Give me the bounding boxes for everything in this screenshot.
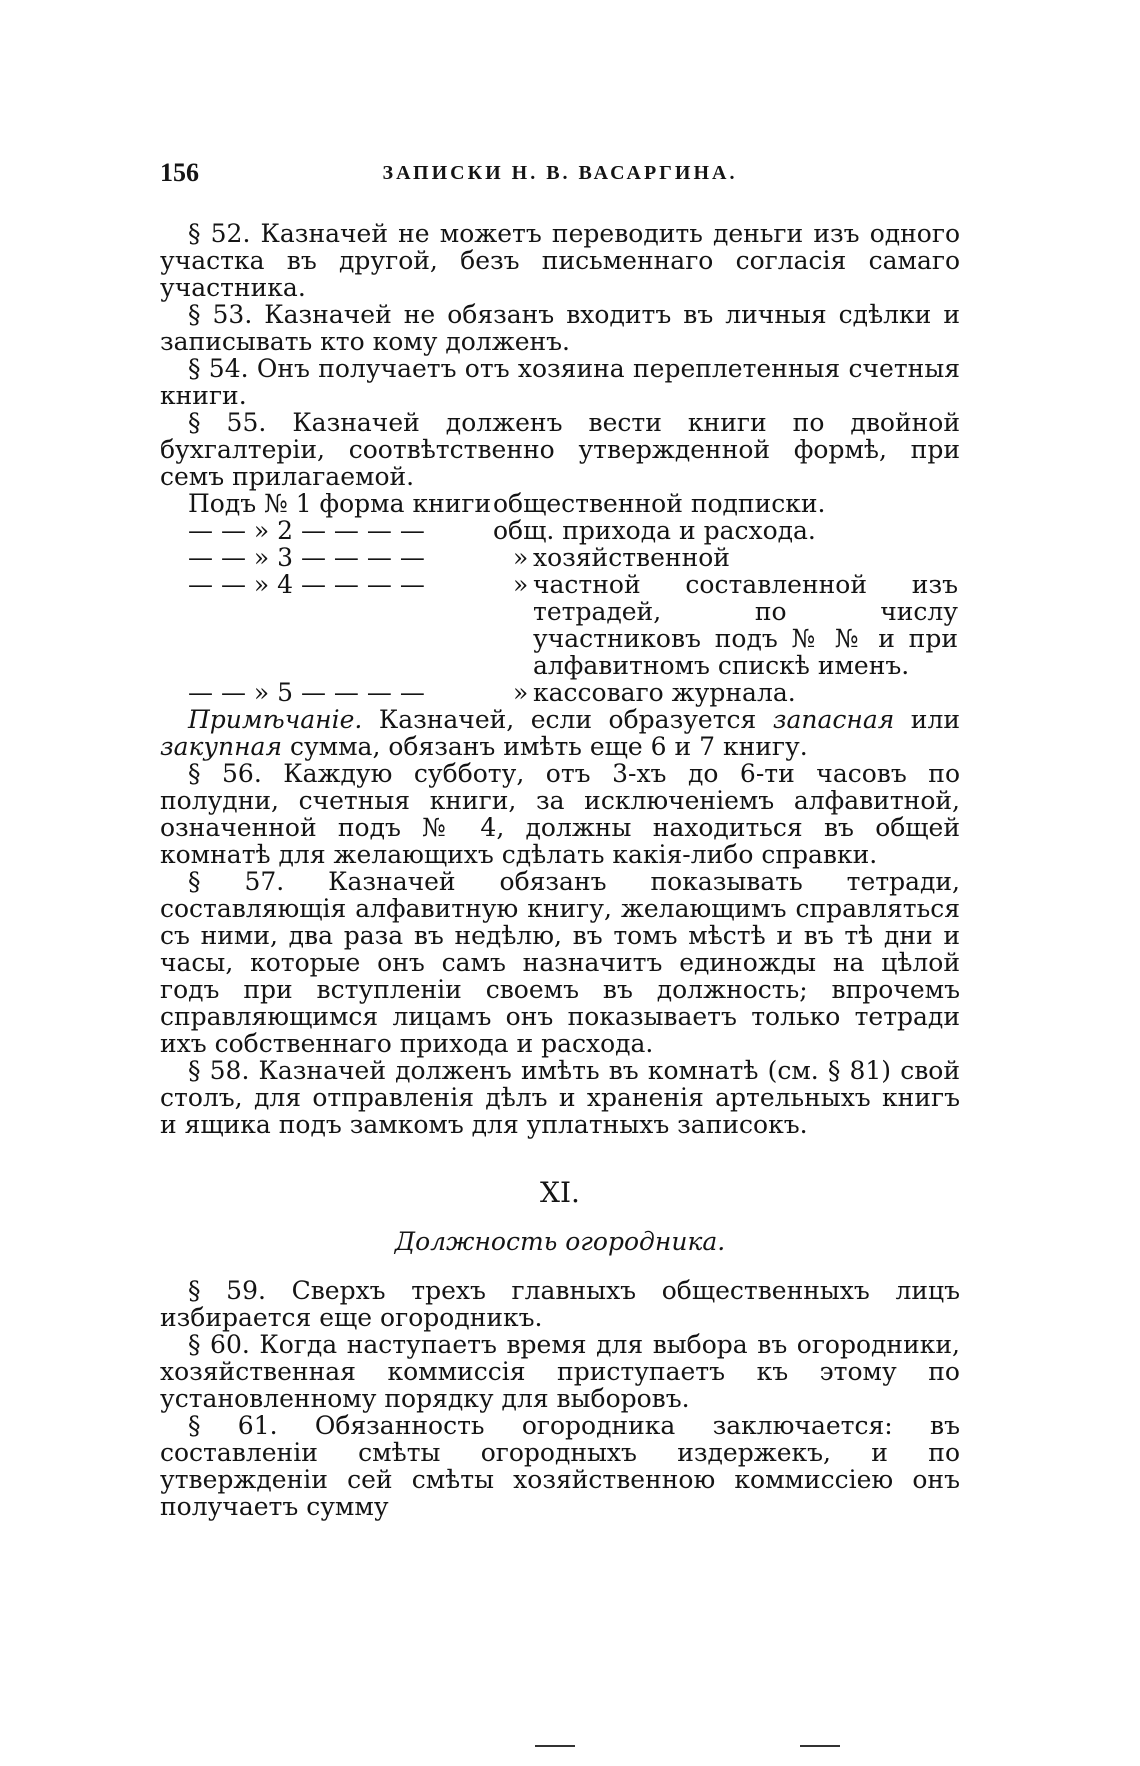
form-row-4 <box>188 571 958 598</box>
form-row-desc: общественной подписки. <box>493 489 826 518</box>
paragraph-55: § 55. Казначей долженъ вести книги по двойной бухгалтеріи, соотвѣтственно утвержденной формѣ, при семъ прилагаемой. <box>160 408 960 491</box>
note-term: запасная <box>772 705 895 734</box>
page-body <box>160 220 960 1520</box>
ditto-mark: » <box>513 570 529 599</box>
note-label: Примѣчаніе. <box>188 705 363 734</box>
paragraph-59: § 59. Сверхъ трехъ главныхъ общественныхъ лицъ избирается еще огородникъ. <box>160 1276 960 1332</box>
form-row-1 <box>188 490 958 517</box>
page-header <box>160 158 960 188</box>
note-text: Казначей, если образуется <box>362 705 773 734</box>
form-row-lead: — — » 5 — — — — <box>188 678 425 707</box>
form-row-lead: — — » 4 — — — — <box>188 570 425 599</box>
form-row-lead: — — » 2 — — — — <box>188 516 425 545</box>
ditto-mark: » <box>513 678 529 707</box>
section-number: XI. <box>540 1176 580 1209</box>
paragraph-53: § 53. Казначей не обязанъ входитъ въ личныя сдѣлки и записывать кто кому долженъ. <box>160 300 960 356</box>
form-row-2 <box>188 517 958 544</box>
form-row-lead: — — » 3 — — — — <box>188 543 425 572</box>
form-row-3 <box>188 544 958 571</box>
form-row-5 <box>188 679 958 706</box>
paragraph-57: § 57. Казначей обязанъ показывать тетради, составляющія алфавитную книгу, желающимъ справляться съ ними, два раза въ недѣлю, въ томъ мѣстѣ и въ тѣ дни и часы, которые онъ самъ назначитъ единожды на цѣлой годъ при вступленіи своемъ въ должность; впрочемъ справляющимся лицамъ онъ показываетъ только тетради ихъ собственнаго прихода и расхода. <box>160 867 960 1058</box>
page-number: 156 <box>160 158 199 187</box>
note-text: или <box>894 705 960 734</box>
paragraph-52: § 52. Казначей не можетъ переводить деньги изъ одного участка въ другой, безъ письменнаго согласія самаго участника. <box>160 219 960 302</box>
form-row-desc: кассоваго журнала. <box>533 678 796 707</box>
form-row-desc: общ. прихода и расхода. <box>493 516 816 545</box>
forms-list <box>188 490 958 706</box>
note-text: сумма, обязанъ имѣть еще 6 и 7 книгу. <box>282 732 808 761</box>
paragraph-56: § 56. Каждую субботу, отъ 3-хъ до 6-ти часовъ по полудни, счетныя книги, за исключеніемъ алфавитной, означенной подъ № 4, должны находиться въ общей комнатѣ для желающихъ сдѣлать какія-либо справки. <box>160 759 960 869</box>
footer-rule <box>535 1745 575 1747</box>
note <box>160 706 960 760</box>
note-term: закупная <box>160 732 282 761</box>
form-row-desc: хозяйственной <box>533 543 730 572</box>
paragraph-61: § 61. Обязанность огородника заключается: въ составленіи смѣты огородныхъ издержекъ, и по утвержденіи сей смѣты хозяйственною коммиссіею онъ получаетъ сумму <box>160 1411 960 1521</box>
footer-rule <box>800 1745 840 1747</box>
paragraph-58: § 58. Казначей долженъ имѣть въ комнатѣ (см. § 81) свой столъ, для отправленія дѣлъ и храненія артельныхъ книгъ и ящика подъ замкомъ для уплатныхъ записокъ. <box>160 1056 960 1139</box>
running-title: ЗАПИСКИ Н. В. ВАСАРГИНА. <box>382 162 738 184</box>
paragraph-60: § 60. Когда наступаетъ время для выбора въ огородники, хозяйственная коммиссія приступаетъ къ этому по установленному порядку для выборовъ. <box>160 1330 960 1413</box>
paragraph-54: § 54. Онъ получаетъ отъ хозяина переплетенныя счетныя книги. <box>160 354 960 410</box>
form-row-desc: частной составленной изъ тетрадей, по числу участниковъ подъ № № и при алфавитномъ спискѣ именъ. <box>533 570 958 680</box>
ditto-mark: » <box>513 543 529 572</box>
section-title: Должность огородника. <box>394 1227 726 1256</box>
form-row-lead: Подъ № 1 форма книги <box>188 489 492 518</box>
